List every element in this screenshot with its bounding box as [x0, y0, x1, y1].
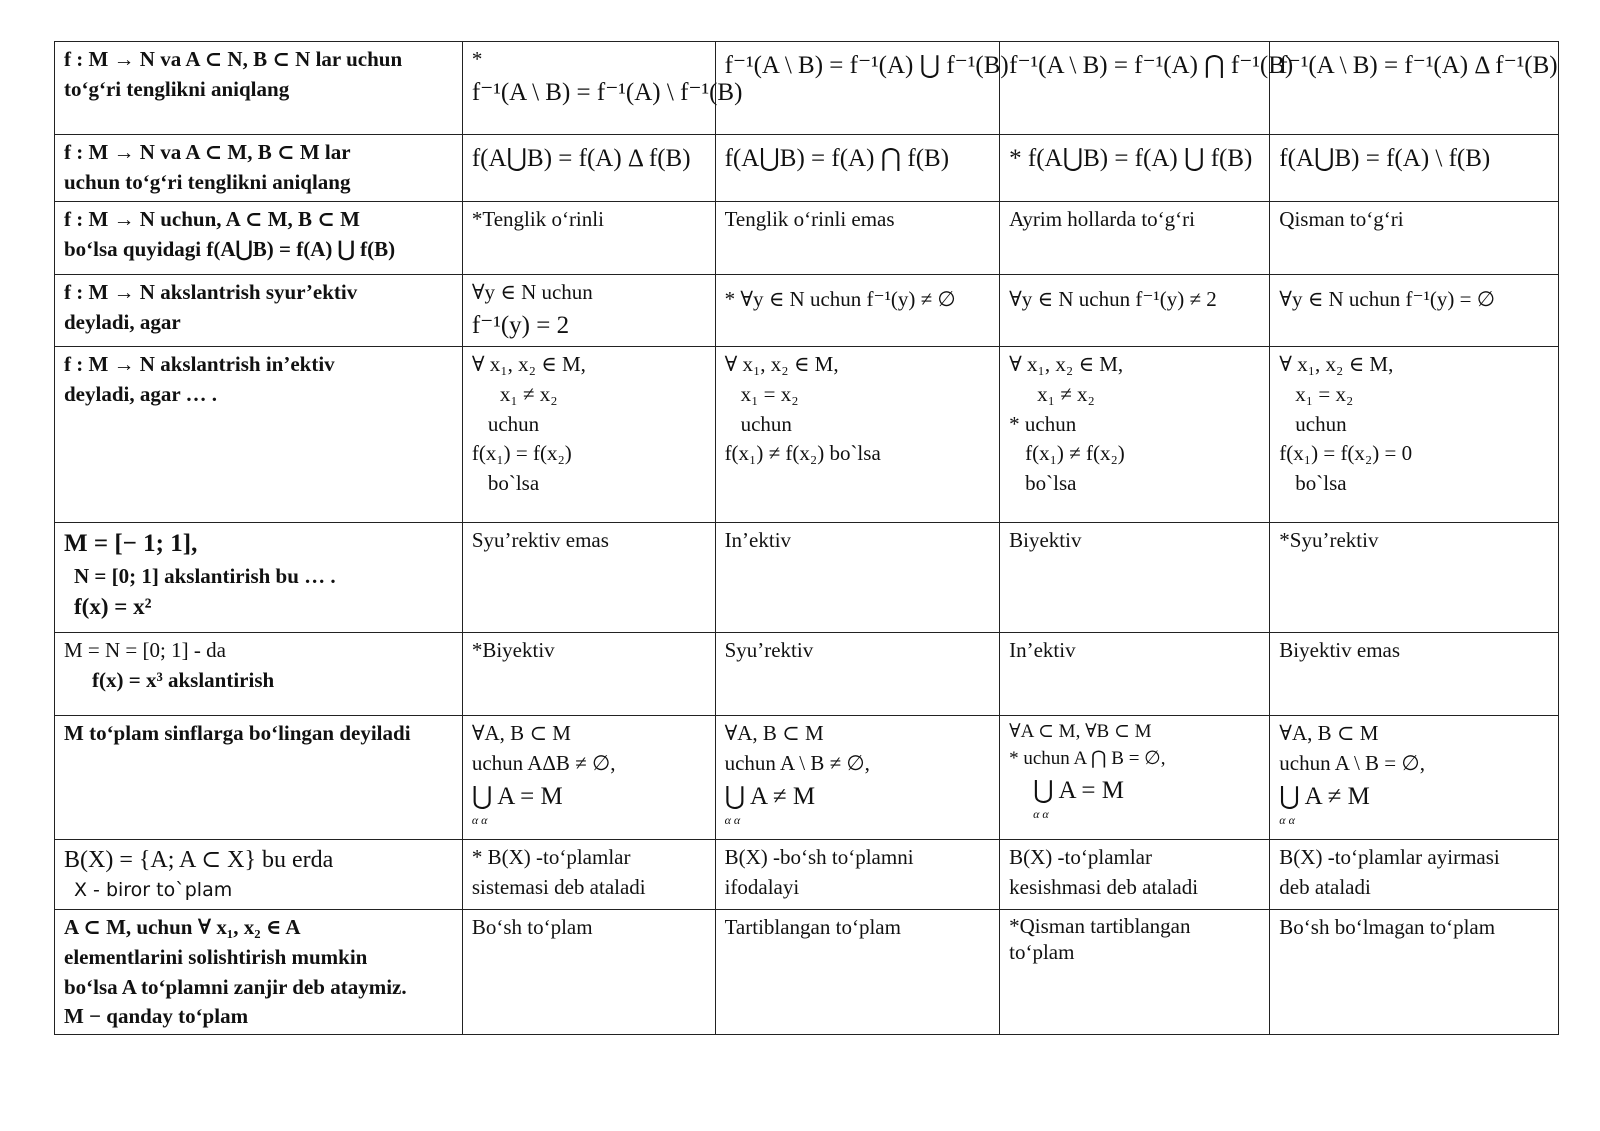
option-cell: [462, 202, 715, 275]
option-cell: [1000, 42, 1294, 135]
question-cell: [55, 633, 463, 716]
option-line: ⋃ A = M: [471, 782, 563, 810]
option-line: x₁ = x₂: [740, 381, 799, 406]
table-row: [55, 42, 1559, 135]
option-line: f(A⋃B) = f(A) ⋂ f(B): [724, 145, 950, 172]
question-cell: [55, 42, 463, 135]
question-line: deyladi, agar: [64, 309, 181, 334]
option-cell: [715, 42, 1009, 135]
option-cell: [1000, 202, 1270, 275]
option-line: * B(X) -to‘plamlar: [471, 845, 631, 869]
option-line: f⁻¹(A \ B) = f⁻¹(A) ⋂ f⁻¹(B): [1009, 52, 1294, 79]
option-line: ⋃ A = M: [1033, 776, 1125, 804]
option-line: x₁ ≠ x₂: [499, 381, 558, 406]
option-line: f(A⋃B) = f(A) \ f(B): [1279, 145, 1491, 172]
option-cell: [1270, 633, 1559, 716]
option-line: Biyektiv emas: [1279, 638, 1401, 662]
option-cell: [1270, 202, 1559, 275]
option-line: bo`lsa: [487, 471, 540, 496]
option-line: bo`lsa: [1295, 471, 1347, 496]
question-line: f : M → N akslantrish syur’ektiv: [64, 280, 358, 304]
option-cell: [1000, 840, 1270, 910]
question-line: bo‘lsa quyidagi f(A⋃B) = f(A) ⋃ f(B): [64, 236, 396, 261]
option-line: ∀ x₁, x₂ ∈ M,: [1009, 352, 1124, 376]
option-line: B(X) -to‘plamlar ayirmasi: [1279, 845, 1500, 869]
option-line: B(X) -to‘plamlar: [1009, 845, 1152, 869]
question-line: f : M → N va A ⊂ N, B ⊂ N lar uchun: [64, 47, 403, 71]
option-line: Bo‘sh to‘plam: [471, 915, 593, 939]
option-cell: [462, 275, 715, 347]
option-cell: [1000, 275, 1270, 347]
question-cell: [55, 202, 463, 275]
question-line: bo‘lsa A to‘plamni zanjir deb ataymiz.: [64, 974, 407, 999]
option-line: ifodalayi: [724, 874, 800, 899]
option-cell: [715, 840, 1000, 910]
option-line: f⁻¹(A \ B) = f⁻¹(A) \ f⁻¹(B): [471, 78, 743, 106]
option-line: f(A⋃B) = f(A) Δ f(B): [471, 145, 691, 172]
question-line: M − qanday to‘plam: [64, 1004, 249, 1029]
option-cell: [1000, 135, 1270, 202]
option-line: Syu’rektiv emas: [471, 528, 609, 552]
option-line: ∀A ⊂ M, ∀B ⊂ M: [1009, 721, 1152, 742]
option-line: f(x₁) ≠ f(x₂) bo`lsa: [724, 441, 881, 466]
question-line: to‘g‘ri tenglikni aniqlang: [64, 76, 290, 101]
option-line: α α: [724, 813, 741, 828]
question-cell: [55, 716, 463, 840]
table-row: [55, 135, 1559, 202]
option-cell: [462, 840, 715, 910]
option-line: f⁻¹(A \ B) = f⁻¹(A) Δ f⁻¹(B): [1279, 52, 1558, 79]
question-line: N = [0; 1] akslantirish bu … .: [74, 563, 336, 588]
option-line: In’ektiv: [1009, 638, 1076, 662]
option-cell: [1270, 275, 1559, 347]
option-cell: [1270, 716, 1559, 840]
option-cell: [1000, 910, 1270, 1035]
table-row: [55, 347, 1559, 523]
option-line: f(x₁) = f(x₂): [471, 441, 572, 466]
option-line: ∀ x₁, x₂ ∈ M,: [1279, 352, 1394, 376]
option-line: ∀y ∈ N uchun f⁻¹(y) ≠ 2: [1009, 287, 1217, 311]
option-cell: [462, 42, 743, 135]
option-cell: [1270, 523, 1559, 633]
question-line: deyladi, agar … .: [64, 381, 218, 406]
option-line: B(X) -bo‘sh to‘plamni: [724, 845, 914, 869]
option-line: * ∀y ∈ N uchun f⁻¹(y) ≠ ∅: [724, 287, 956, 311]
table-row: [55, 840, 1559, 910]
option-cell: [1270, 840, 1559, 910]
option-cell: [715, 275, 1000, 347]
option-line: x₁ = x₂: [1295, 381, 1354, 406]
question-line: A ⊂ M, uchun ∀ x₁, x₂ ∈ A: [64, 915, 301, 939]
option-line: α α: [471, 813, 488, 828]
question-cell: [55, 910, 463, 1035]
question-line: f : M → N uchun, A ⊂ M, B ⊂ M: [64, 207, 360, 231]
option-line: uchun: [1295, 411, 1347, 436]
option-cell: [715, 347, 1000, 523]
option-line: ⋃ A ≠ M: [1279, 782, 1370, 810]
option-line: α α: [1279, 813, 1295, 828]
option-line: ∀A, B ⊂ M: [1279, 721, 1379, 745]
option-cell: [1270, 910, 1559, 1035]
option-cell: [1270, 42, 1559, 135]
option-line: * f(A⋃B) = f(A) ⋃ f(B): [1009, 145, 1253, 172]
option-line: kesishmasi deb ataladi: [1009, 874, 1199, 899]
option-line: ∀ x₁, x₂ ∈ M,: [724, 352, 839, 376]
option-cell: [715, 716, 1000, 840]
option-line: x₁ ≠ x₂: [1037, 381, 1095, 406]
question-line: f : M → N akslantrish in’ektiv: [64, 352, 335, 376]
option-line: ⋃ A ≠ M: [724, 782, 816, 810]
option-line: Tartiblangan to‘plam: [724, 915, 901, 939]
option-line: * uchun: [1009, 411, 1077, 436]
question-line: f(x) = x³ akslantirish: [92, 667, 275, 692]
option-cell: [462, 523, 715, 633]
option-cell: [462, 633, 715, 716]
question-line: M = [− 1; 1],: [64, 530, 198, 557]
table-row: [55, 523, 1559, 633]
option-line: *: [471, 47, 483, 71]
option-line: *Biyektiv: [471, 638, 555, 662]
answer-table: [54, 41, 1559, 1035]
question-line: f : M → N va A ⊂ M, B ⊂ M lar: [64, 140, 351, 164]
option-line: *Tenglik o‘rinli: [471, 207, 604, 231]
option-line: *Qisman tartiblangan: [1009, 914, 1191, 938]
option-line: ∀A, B ⊂ M: [471, 721, 571, 745]
table-row: [55, 202, 1559, 275]
table-row: [55, 633, 1559, 716]
option-line: Syu’rektiv: [724, 638, 814, 662]
table-row: [55, 910, 1559, 1035]
question-line: f(x) = x²: [74, 594, 152, 620]
option-cell: [1000, 523, 1270, 633]
option-cell: [715, 523, 1000, 633]
option-cell: [715, 202, 1000, 275]
option-line: Bo‘sh bo‘lmagan to‘plam: [1279, 915, 1496, 939]
question-cell: [55, 275, 463, 347]
option-line: uchun A \ B = ∅,: [1279, 750, 1425, 775]
option-line: sistemasi deb ataladi: [471, 874, 646, 899]
option-line: deb ataladi: [1279, 874, 1371, 899]
option-line: Ayrim hollarda to‘g‘ri: [1009, 207, 1195, 231]
question-line: X - biror to`plam: [74, 879, 233, 902]
option-cell: [462, 347, 715, 523]
option-line: Qisman to‘g‘ri: [1279, 207, 1404, 231]
option-cell: [715, 135, 1000, 202]
option-line: uchun: [740, 411, 792, 436]
option-line: uchun A \ B ≠ ∅,: [724, 750, 870, 775]
option-line: f⁻¹(y) = 2: [471, 311, 570, 339]
option-line: f(x₁) = f(x₂) = 0: [1279, 441, 1413, 466]
option-line: *Syu’rektiv: [1279, 528, 1379, 552]
option-cell: [1000, 633, 1270, 716]
option-cell: [462, 716, 715, 840]
option-line: bo`lsa: [1025, 471, 1077, 496]
question-line: B(X) = {A; A ⊂ X} bu erda: [64, 847, 334, 873]
option-line: uchun AΔB ≠ ∅,: [471, 750, 616, 775]
option-cell: [462, 910, 715, 1035]
option-line: ∀y ∈ N uchun f⁻¹(y) = ∅: [1279, 287, 1495, 311]
option-line: uchun: [487, 411, 540, 436]
option-line: f(x₁) ≠ f(x₂): [1025, 441, 1125, 466]
question-line: elementlarini solishtirish mumkin: [64, 944, 368, 969]
option-line: Biyektiv: [1009, 528, 1082, 552]
option-cell: [1000, 347, 1270, 523]
option-line: * uchun A ⋂ B = ∅,: [1009, 747, 1166, 769]
option-line: ∀y ∈ N uchun: [471, 280, 593, 304]
option-line: In’ektiv: [724, 528, 792, 552]
option-cell: [462, 135, 715, 202]
option-cell: [715, 633, 1000, 716]
question-line: uchun to‘g‘ri tenglikni aniqlang: [64, 169, 351, 194]
option-line: α α: [1033, 807, 1049, 822]
option-line: f⁻¹(A \ B) = f⁻¹(A) ⋃ f⁻¹(B): [724, 52, 1009, 79]
question-cell: [55, 840, 463, 910]
option-cell: [715, 910, 1000, 1035]
question-cell: [55, 135, 463, 202]
question-cell: [55, 523, 463, 633]
table-row: [55, 716, 1559, 840]
option-line: Tenglik o‘rinli emas: [724, 207, 895, 231]
option-line: to‘plam: [1009, 940, 1075, 965]
question-cell: [55, 347, 463, 523]
option-cell: [1270, 347, 1559, 523]
option-cell: [1000, 716, 1270, 840]
option-line: ∀ x₁, x₂ ∈ M,: [471, 352, 586, 376]
option-cell: [1270, 135, 1559, 202]
question-line: M to‘plam sinflarga bo‘lingan deyiladi: [64, 721, 411, 745]
question-line: M = N = [0; 1] - da: [64, 638, 226, 662]
table-row: [55, 275, 1559, 347]
option-line: ∀A, B ⊂ M: [724, 721, 824, 745]
